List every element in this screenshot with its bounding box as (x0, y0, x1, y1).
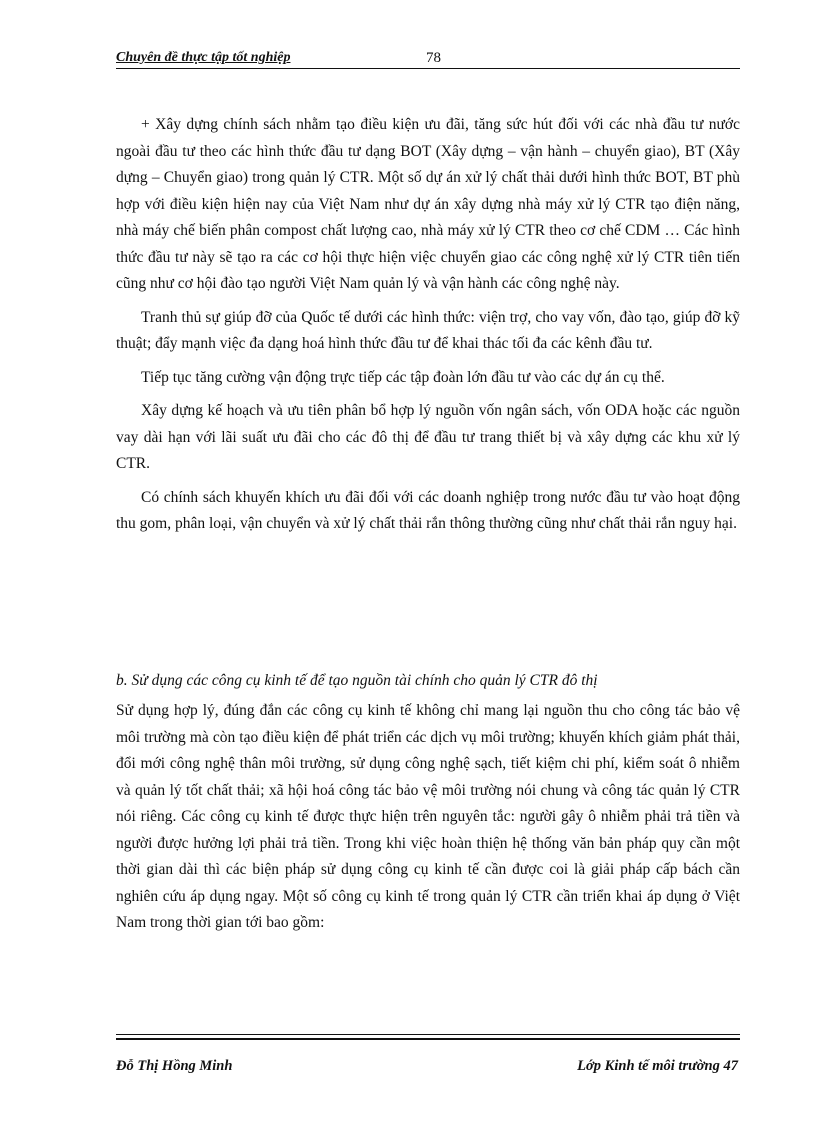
footer-divider-thick (116, 1038, 740, 1040)
page-header (116, 48, 740, 69)
body-text (116, 112, 740, 545)
footer-author: Đỗ Thị Hồng Minh (116, 1058, 233, 1074)
section-heading-b: b. Sử dụng các công cụ kinh tế để tạo nguồn tài chính cho quản lý CTR đô thị (116, 672, 598, 689)
section-b-body (116, 698, 740, 937)
page-number: 78 (426, 50, 441, 66)
paragraph-international-aid: Tranh thủ sự giúp đỡ của Quốc tế dưới các hình thức: viện trợ, cho vay vốn, đào tạo, giúp đỡ kỹ thuật; đẩy mạnh việc đa dạng hoá hình thức đầu tư để khai thác tối đa các kênh đầu tư. (116, 308, 740, 352)
paragraph-economic-tools: Sử dụng hợp lý, đúng đắn các công cụ kinh tế không chỉ mang lại nguồn thu cho công tác bảo vệ môi trường mà còn tạo điều kiện để phát triển các dịch vụ môi trường; khuyến khích giảm phát thải, đổi mới công nghệ thân môi trường, sử dụng công nghệ sạch, tiết kiệm chi phí, kiểm soát ô nhiễm và quản lý tốt chất thải; xã hội hoá công tác bảo vệ môi trường nói chung và công tác quản lý CTR nói riêng. Các công cụ kinh tế được thực hiện trên nguyên tắc: người gây ô nhiễm phải trả tiền và người được hưởng lợi phải trả tiền. Trong khi việc hoàn thiện hệ thống văn bản pháp quy cần một thời gian dài thì các biện pháp sử dụng công cụ kinh tế cần được coi là giải pháp cấp bách cần nghiên cứu áp dụng ngay. Một số công cụ kinh tế trong quản lý CTR cần triển khai áp dụng ở Việt Nam trong thời gian tới bao gồm: (116, 702, 740, 931)
paragraph-domestic-incentives: Có chính sách khuyến khích ưu đãi đối với các doanh nghiệp trong nước đầu tư vào hoạt động thu gom, phân loại, vận chuyển và xử lý chất thải rắn thông thường cũng như chất thải rắn nguy hại. (116, 488, 740, 532)
paragraph-corporate-investment: Tiếp tục tăng cường vận động trực tiếp các tập đoàn lớn đầu tư vào các dự án cụ thể. (141, 368, 665, 386)
footer-divider (116, 1034, 740, 1035)
paragraph-bot-bt: + Xây dựng chính sách nhằm tạo điều kiện ưu đãi, tăng sức hút đối với các nhà đầu tư nước ngoài đầu tư theo các hình thức đầu tư dạng BOT (Xây dựng – vận hành – chuyển giao), BT (Xây dựng – Chuyển giao) trong quản lý CTR. Một số dự án xử lý chất thải dưới hình thức BOT, BT phù hợp với điều kiện hiện nay của Việt Nam như dự án xây dựng nhà máy xử lý CTR tạo điện năng, nhà máy chế biến phân compost chất lượng cao, nhà máy xử lý CTR theo cơ chế CDM … Các hình thức đầu tư này sẽ tạo ra các cơ hội thực hiện việc chuyển giao các công nghệ xử lý CTR tiên tiến cũng như cơ hội đào tạo người Việt Nam quản lý và vận hành các công nghệ này. (116, 116, 740, 292)
footer-class: Lớp Kinh tế môi trường 47 (577, 1058, 738, 1074)
header-title: Chuyên đề thực tập tốt nghiệp (116, 50, 291, 65)
paragraph-budget-plan: Xây dựng kế hoạch và ưu tiên phân bổ hợp lý nguồn vốn ngân sách, vốn ODA hoặc các nguồn vay dài hạn với lãi suất ưu đãi cho các đô thị để đầu tư trang thiết bị và xây dựng các khu xử lý CTR. (116, 402, 740, 472)
